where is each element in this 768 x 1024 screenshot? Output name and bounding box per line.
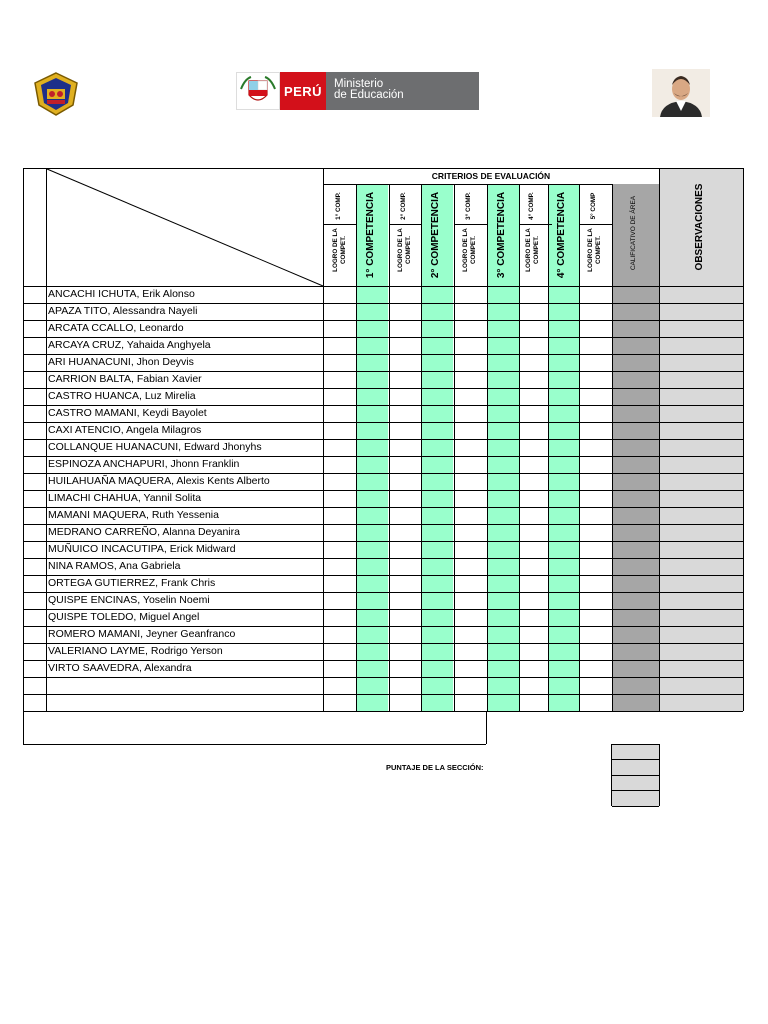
- student-name: ORTEGA GUTIERREZ, Frank Chris: [48, 577, 216, 589]
- student-name: LIMACHI CHAHUA, Yannil Solita: [48, 492, 202, 504]
- competencia-label-3: 3° COMPETENCIA: [496, 191, 507, 279]
- student-name: ESPINOZA ANCHAPURI, Jhonn Franklin: [48, 458, 240, 470]
- student-name: ANCACHI ICHUTA, Erik Alonso: [48, 288, 195, 300]
- student-name: MEDRANO CARREÑO, Alanna Deyanira: [48, 526, 240, 538]
- competencia-label-2: 2° COMPETENCIA: [430, 191, 441, 279]
- student-name: VALERIANO LAYME, Rodrigo Yerson: [48, 645, 223, 657]
- student-name: QUISPE TOLEDO, Miguel Angel: [48, 611, 200, 623]
- student-name: ARCATA CCALLO, Leonardo: [48, 322, 184, 334]
- student-name: MUÑUICO INCACUTIPA, Erick Midward: [48, 543, 236, 555]
- competencia-label-1: 1° COMPETENCIA: [365, 191, 376, 279]
- calificativo-label: CALIFICATIVO DE ÁREA: [630, 195, 637, 271]
- student-name: ARI HUANACUNI, Jhon Deyvis: [48, 356, 194, 368]
- student-name: CARRION BALTA, Fabian Xavier: [48, 373, 202, 385]
- logro-label-5: LOGRO DE LA COMPET.: [587, 228, 602, 272]
- student-name: MAMANI MAQUERA, Ruth Yessenia: [48, 509, 219, 521]
- competencia-label-4: 4° COMPETENCIA: [556, 191, 567, 279]
- student-name: APAZA TITO, Alessandra Nayeli: [48, 305, 198, 317]
- peru-label: PERÚ: [280, 72, 326, 110]
- logro-label-4: LOGRO DE LA COMPET.: [525, 228, 540, 272]
- comp-small-label-1: 1° COMP.: [335, 192, 342, 220]
- ministerio-line2: de Educación: [334, 89, 404, 101]
- comp-small-label-3: 3° COMP.: [465, 192, 472, 220]
- logro-label-3: LOGRO DE LA COMPET.: [462, 228, 477, 272]
- student-name: HUILAHUAÑA MAQUERA, Alexis Kents Alberto: [48, 475, 270, 487]
- student-name: CAXI ATENCIO, Angela Milagros: [48, 424, 202, 436]
- comp-small-label-2: 2° COMP.: [400, 192, 407, 220]
- student-name: CASTRO HUANCA, Luz Mirelia: [48, 390, 196, 402]
- comp-small-label-4: 4° COMP.: [528, 192, 535, 220]
- student-name: QUISPE ENCINAS, Yoselin Noemi: [48, 594, 210, 606]
- observaciones-label: OBSERVACIONES: [694, 183, 705, 271]
- student-name: CASTRO MAMANI, Keydi Bayolet: [48, 407, 207, 419]
- student-name: ARCAYA CRUZ, Yahaida Anghyela: [48, 339, 211, 351]
- puntaje-label: PUNTAJE DE LA SECCIÓN:: [386, 763, 484, 772]
- logro-label-1: LOGRO DE LA COMPET.: [332, 228, 347, 272]
- ministerio-line1: Ministerio: [334, 78, 384, 90]
- student-name: VIRTO SAAVEDRA, Alexandra: [48, 662, 192, 674]
- student-name: COLLANQUE HUANACUNI, Edward Jhonyhs: [48, 441, 262, 453]
- student-name: NINA RAMOS, Ana Gabriela: [48, 560, 181, 572]
- logro-label-2: LOGRO DE LA COMPET.: [397, 228, 412, 272]
- student-name: ROMERO MAMANI, Jeyner Geanfranco: [48, 628, 236, 640]
- comp-small-label-5: 5° COMP: [590, 192, 597, 220]
- criterios-title: CRITERIOS DE EVALUACIÓN: [431, 171, 551, 181]
